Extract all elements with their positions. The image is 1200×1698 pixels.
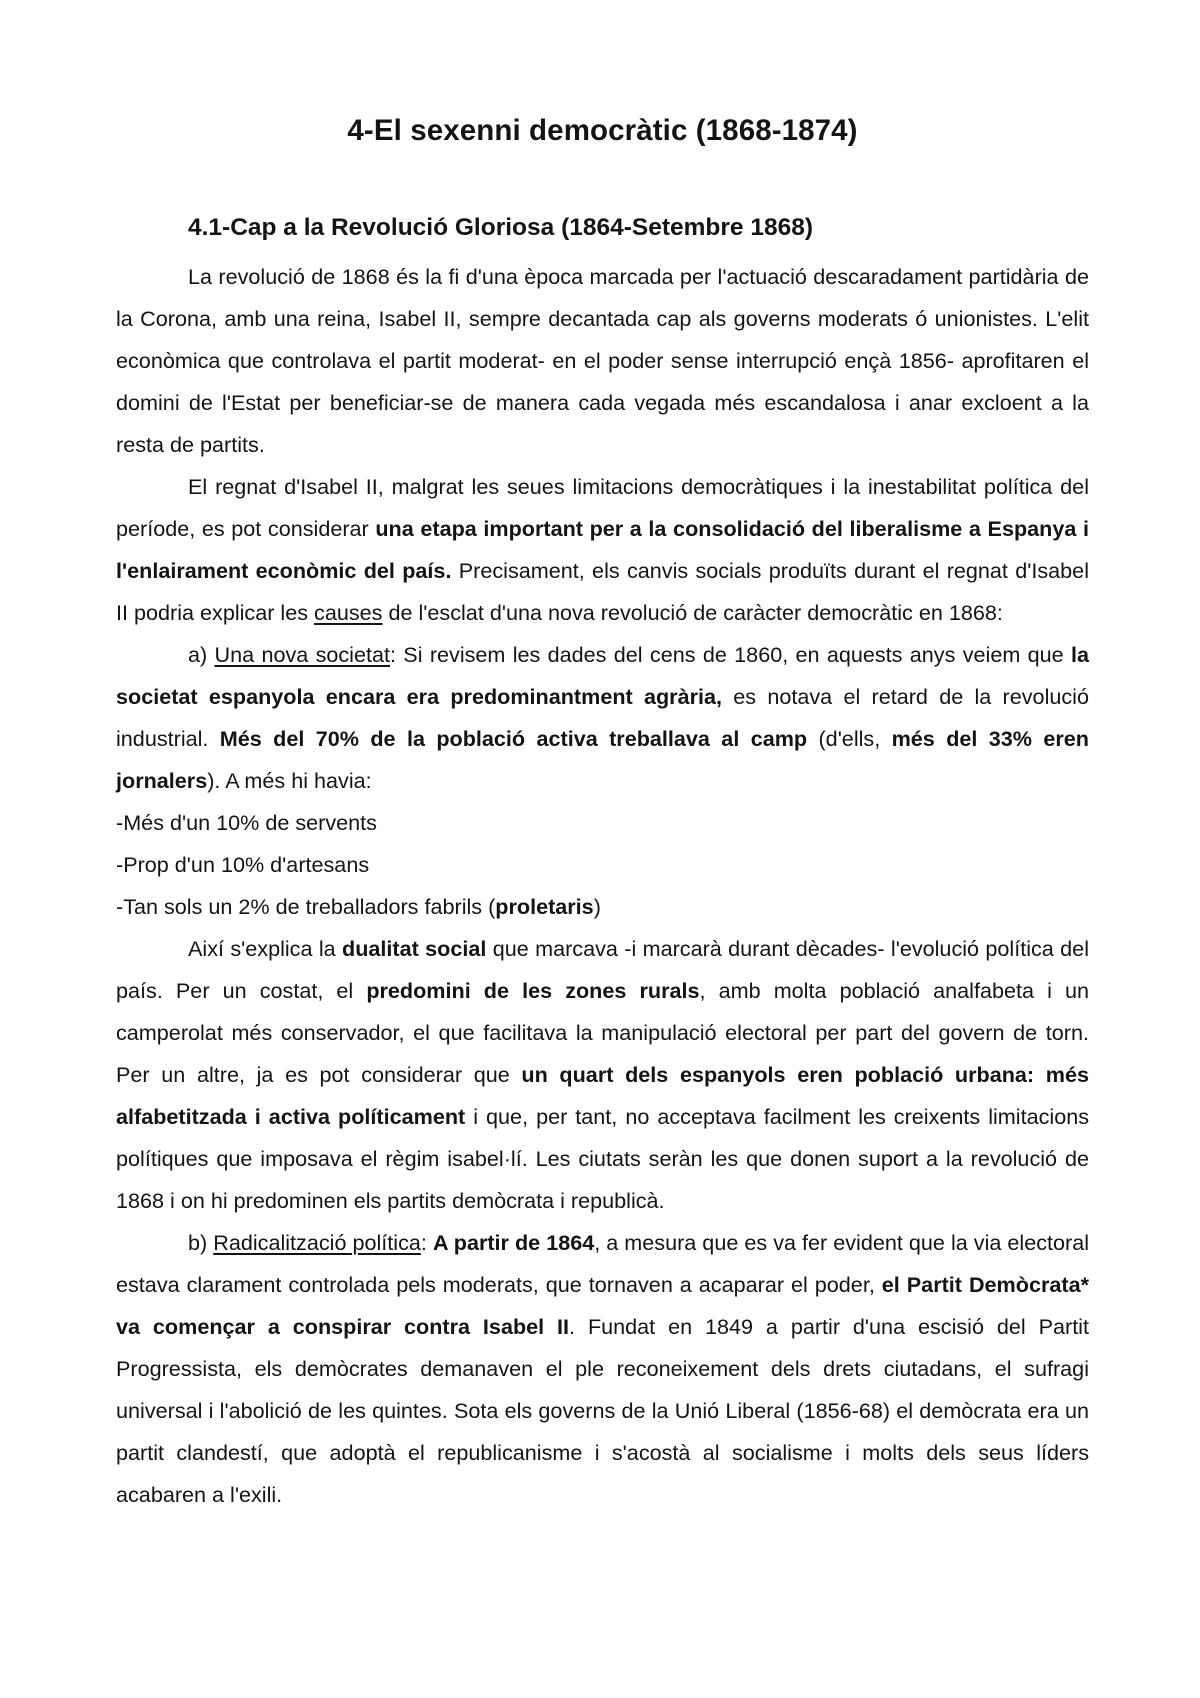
bold-text: proletaris	[495, 894, 594, 919]
paragraph-text: Precisament, els canvis socials produïts durant el regnat d'Isabel II podria explicar les	[116, 558, 1089, 625]
bold-text: el Partit Demòcrata* va començar a conspirar contra Isabel II	[116, 1272, 1089, 1339]
paragraph-duality	[116, 928, 1089, 1222]
paragraph-text: Així s'explica la	[188, 936, 342, 961]
paragraph-text: El regnat d'Isabel II, malgrat les seues limitacions democràtiques i la inestabilitat política del període, es pot considerar	[116, 474, 1089, 541]
paragraph-society	[116, 634, 1089, 802]
paragraph-text: (d'ells,	[807, 726, 892, 751]
paragraph-text: ). A més hi havia:	[207, 768, 372, 793]
paragraph-text: , a mesura que es va fer evident que la via electoral estava clarament controlada pels moderats, que tornaven a acaparar el poder,	[116, 1230, 1090, 1297]
paragraph-text: a)	[188, 642, 215, 667]
section-heading: 4.1-Cap a la Revolució Gloriosa (1864-Setembre 1868)	[188, 214, 814, 241]
bold-text: la societat espanyola encara era predominantment agrària,	[116, 642, 1089, 709]
list-item	[116, 886, 1089, 928]
bold-text: A partir de 1864	[432, 1230, 595, 1255]
list-item-text: )	[593, 894, 601, 919]
paragraph-text: i que, per tant, no acceptava facilment les creixents limitacions polítiques que imposava el règim isabel·lí. Les ciutats seràn les que donen suport a la revolució de 1868 i on hi predominen els partits demòcrata i republicà.	[116, 1104, 1090, 1213]
paragraph-text: es notava el retard de la revolució industrial.	[116, 684, 1089, 751]
document-body	[116, 256, 1089, 1516]
bold-text: un quart dels espanyols eren població urbana: més alfabetitzada i activa políticament	[116, 1062, 1089, 1129]
bold-text: més del 33% eren jornalers	[116, 726, 1089, 793]
paragraph-text: : Si revisem les dades del cens de 1860, en aquests anys veiem que	[390, 642, 1071, 667]
paragraph-text: , amb molta població analfabeta i un camperolat més conservador, el que facilitava la manipulació electoral per part del govern de torn. Per un altre, ja es pot considerar que	[116, 978, 1089, 1087]
bold-text: dualitat social	[342, 936, 487, 961]
paragraph-text: de l'esclat d'una nova revolució de caràcter democràtic en 1868:	[382, 600, 1003, 625]
paragraph-radicalization	[116, 1222, 1089, 1516]
underlined-text: Una nova societat	[214, 642, 390, 667]
paragraph-text: . Fundat en 1849 a partir d'una escisió del Partit Progressista, els demòcrates demanaven el ple reconeixement dels drets ciutadans, el sufragi universal i l'abolició de les quintes. Sota els governs de la Unió Liberal (1856-68) el demòcrata era un partit clandestí, que adoptà el republicanisme i s'acostà al socialisme i molts dels seus líders acabaren a l'exili.	[116, 1314, 1089, 1507]
list-item-text: -Tan sols un 2% de treballadors fabrils (	[116, 894, 496, 919]
bold-text: una etapa important per a la consolidació del liberalisme a Espanya i l'enlairament econòmic del país.	[116, 516, 1089, 583]
paragraph-text: que marcava -i marcarà durant dècades- l'evolució política del país. Per un costat, el	[116, 936, 1089, 1003]
page-title: 4-El sexenni democràtic (1868-1874)	[347, 114, 858, 147]
bold-text: predomini de les zones rurals	[366, 978, 700, 1003]
paragraph-reign	[116, 466, 1089, 634]
paragraph-intro: La revolució de 1868 és la fi d'una època marcada per l'actuació descaradament partidària de la Corona, amb una reina, Isabel II, sempre decantada cap als governs moderats ó unionistes. L'elit econòmica que controlava el partit moderat- en el poder sense interrupció ençà 1856- aprofitaren el domini de l'Estat per beneficiar-se de manera cada vegada més escandalosa i anar excloent a la resta de partits.	[116, 264, 1089, 457]
underlined-text: Radicalització política	[213, 1230, 421, 1255]
underlined-text: causes	[314, 600, 383, 625]
list-item: -Prop d'un 10% d'artesans	[116, 852, 370, 877]
paragraph-text: b)	[188, 1230, 214, 1255]
bold-text: Més del 70% de la població activa treballava al camp	[219, 726, 808, 751]
paragraph-text: :	[420, 1230, 433, 1255]
list-item: -Més d'un 10% de servents	[116, 810, 377, 835]
